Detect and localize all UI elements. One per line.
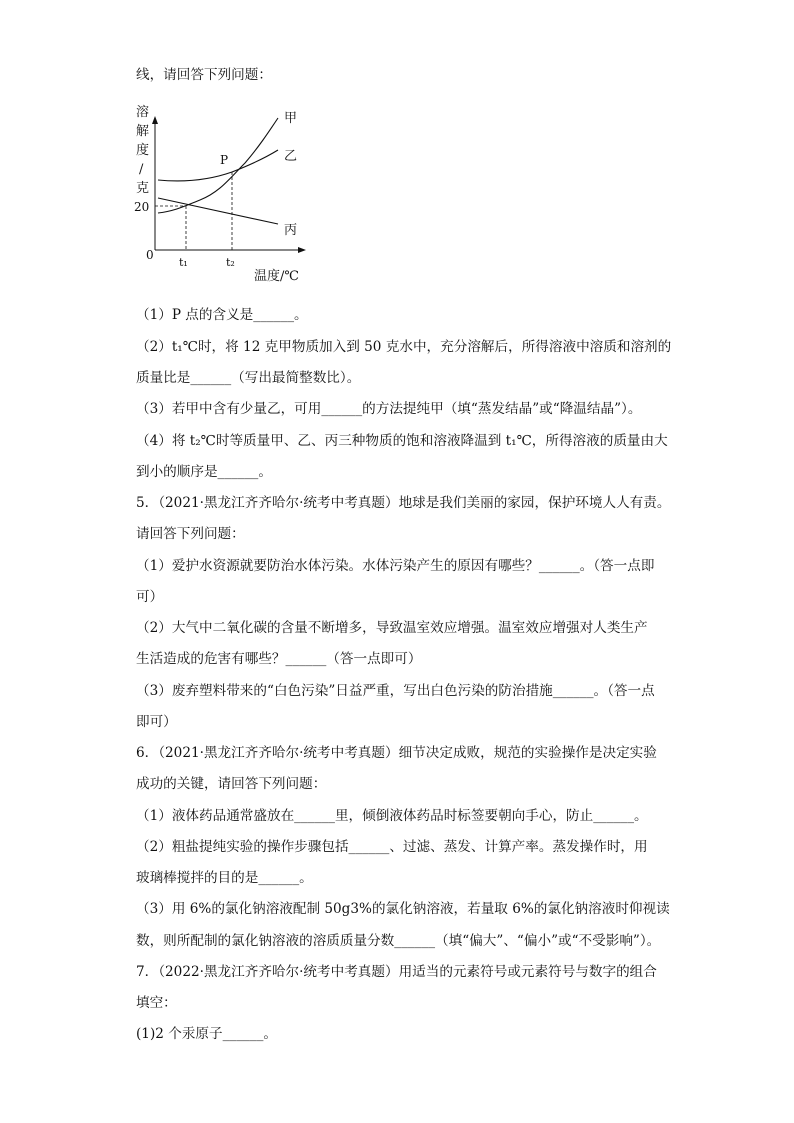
text-line: （3）用 6%的氯化钠溶液配制 50g3%的氯化钠溶液，若量取 6%的氯化钠溶液时仰视读 (136, 901, 670, 917)
x-tick-t2: t₂ (226, 256, 235, 269)
x-tick-t1: t₁ (179, 256, 188, 269)
text-line: （2）粗盐提纯实验的操作步骤包括______、过滤、蒸发、计算产率。蒸发操作时，用 (136, 839, 648, 855)
y-label-char: 克 (136, 181, 150, 196)
text-line: （2）大气中二氧化碳的含量不断增多，导致温室效应增强。温室效应增强对人类生产 (136, 620, 648, 636)
curve-jia-label: 甲 (284, 111, 298, 126)
text-line: 可） (136, 589, 164, 605)
text-line: （2）t₁℃时，将 12 克甲物质加入到 50 克水中，充分溶解后，所得溶液中溶质和溶剂的 (136, 339, 672, 355)
question-heading: 7．（2022·黑龙江齐齐哈尔·统考中考真题）用适当的元素符号或元素符号与数字的组合 (136, 964, 657, 980)
intro-line: 线，请回答下列问题： (136, 67, 272, 83)
text-line: 即可） (136, 714, 177, 730)
x-axis-arrow (298, 247, 306, 253)
y-label-char: 溶 (136, 105, 150, 120)
text-line: 填空： (136, 995, 177, 1011)
text-line: 生活造成的危害有哪些？______（答一点即可） (136, 651, 422, 667)
text-line: 到小的顺序是______。 (136, 464, 272, 480)
question-heading: 5．（2021·黑龙江齐齐哈尔·统考中考真题）地球是我们美丽的家园，保护环境人人有责。 (136, 495, 671, 511)
y-tick-20: 20 (134, 200, 150, 214)
curve-jia (158, 118, 278, 213)
text-line: （1）P 点的含义是______。 (136, 307, 308, 323)
text-line: 质量比是______（写出最简整数比）。 (136, 370, 361, 386)
curve-yi-label: 乙 (284, 149, 298, 164)
text-line: （3）废弃塑料带来的“白色污染”日益严重，写出白色污染的防治措施______。（答一点 (136, 683, 655, 699)
curve-bing-label: 丙 (284, 223, 298, 238)
text-line: （4）将 t₂℃时等质量甲、乙、丙三种物质的饱和溶液降温到 t₁℃，所得溶液的质量由大 (136, 433, 668, 449)
text-line: 玻璃棒搅拌的目的是______。 (136, 870, 313, 886)
question-heading: 6．（2021·黑龙江齐齐哈尔·统考中考真题）细节决定成败，规范的实验操作是决定实验 (136, 745, 657, 761)
text-line: (1)2 个汞原子______。 (136, 1026, 277, 1042)
y-label-char: 解 (136, 124, 150, 139)
point-p-label: P (220, 153, 229, 167)
text-line: （3）若甲中含有少量乙，可用______的方法提纯甲（填“蒸发结晶”或“降温结晶”）。 (136, 401, 642, 417)
y-axis-arrow (152, 116, 158, 124)
text-line: （1）爱护水资源就要防治水体污染。水体污染产生的原因有哪些？______。（答一点即 (136, 558, 655, 574)
y-label-char: / (139, 162, 144, 177)
x-axis-label: 温度/℃ (254, 269, 299, 284)
text-line: 成功的关键，请回答下列问题： (136, 776, 327, 792)
y-label-char: 度 (136, 143, 150, 158)
origin-label: 0 (146, 248, 154, 262)
solubility-graph (130, 98, 310, 288)
text-line: 请回答下列问题： (136, 526, 245, 542)
text-line: （1）液体药品通常盛放在______里，倾倒液体药品时标签要朝向手心，防止______。 (136, 808, 648, 824)
text-line: 数，则所配制的氯化钠溶液的溶质质量分数______（填“偏大”、“偏小”或“不受影响”）。 (136, 933, 661, 949)
curve-bing (158, 198, 278, 224)
curve-yi (158, 150, 278, 181)
